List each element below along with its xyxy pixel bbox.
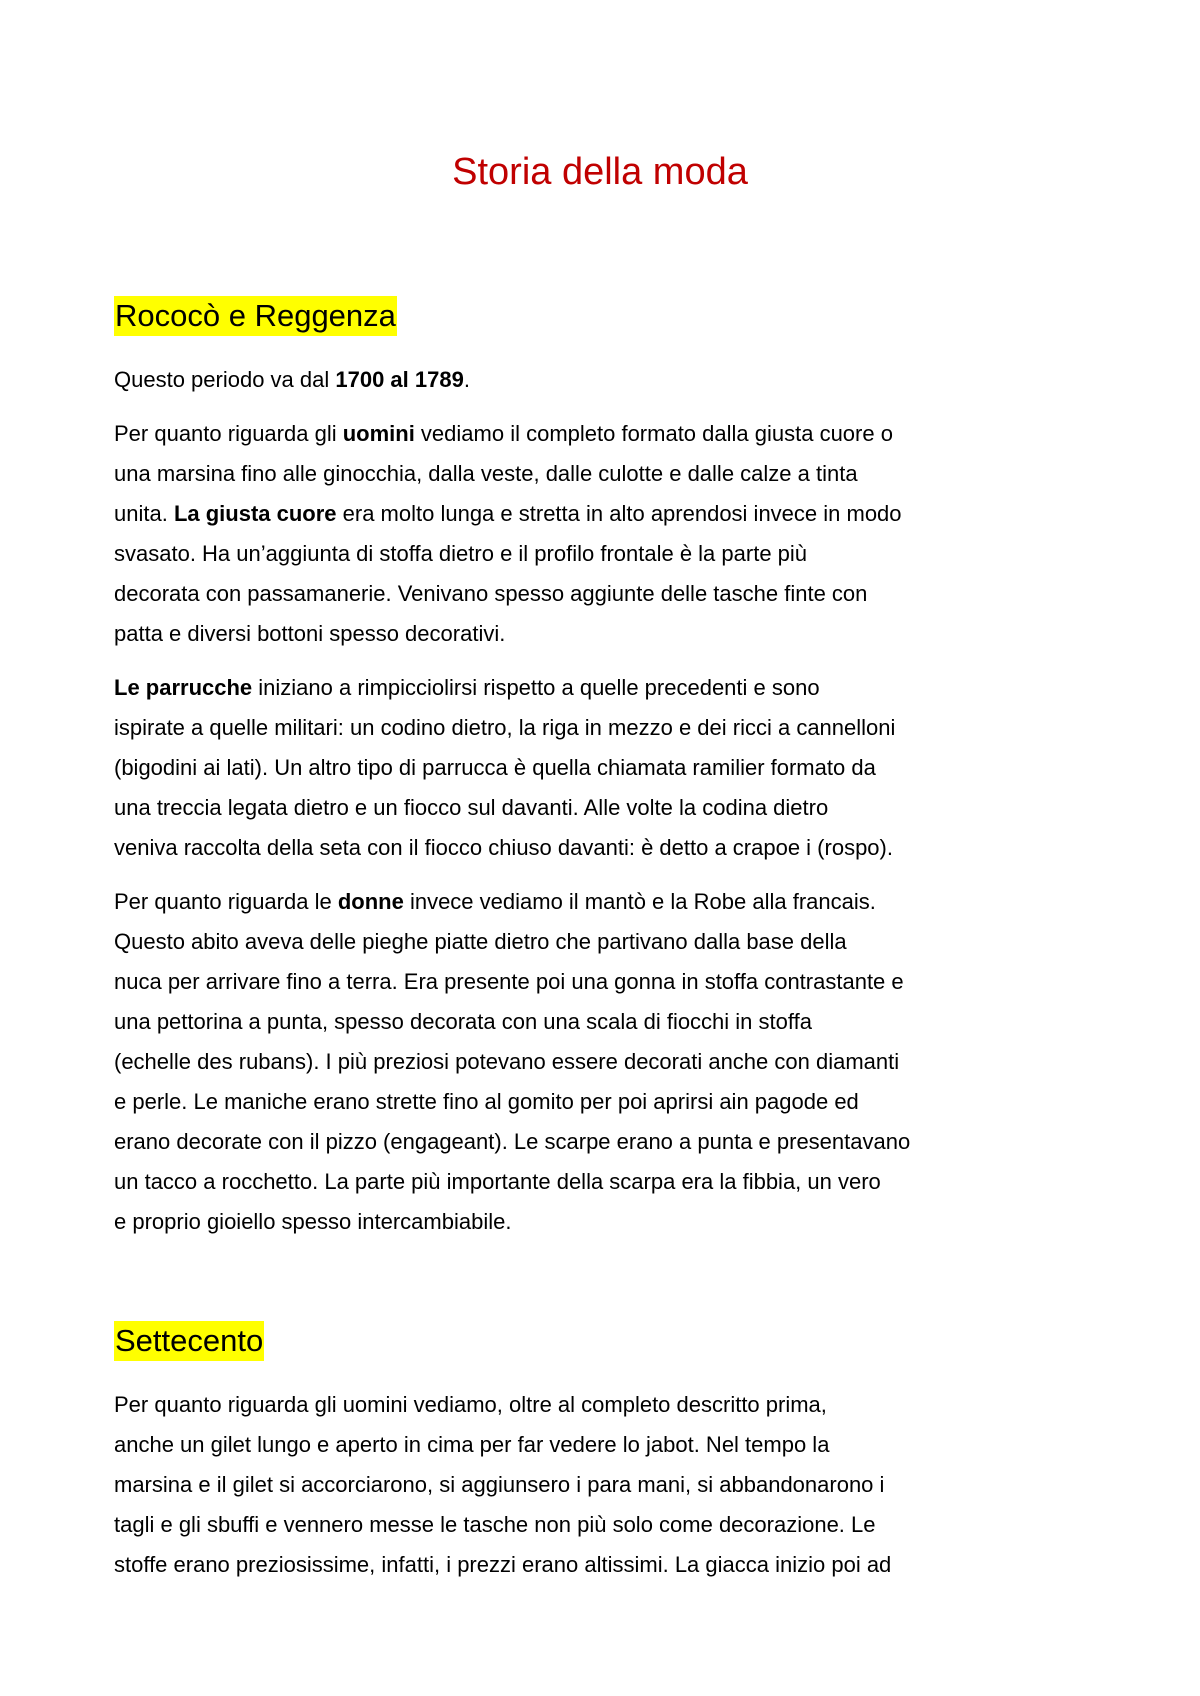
text-run: vediamo il completo formato dalla giusta cuore o una marsina fino alle ginocchia, dalla veste, dalle culotte e dalle calze a tinta unita. (114, 421, 893, 526)
document-title: Storia della moda (452, 151, 748, 193)
section-heading-text: Settecento (114, 1321, 264, 1361)
text-run: iniziano a rimpicciolirsi rispetto a quelle precedenti e sono ispirate a quelle militari: un codino dietro, la riga in mezzo e dei ricci a cannelloni (bigodini ai lati). Un altro tipo di parrucca è quella chiamata ramilier formato da una treccia legata dietro e un fiocco sul davanti. Alle volte la codina dietro veniva raccolta della seta con il fiocco chiuso davanti: è detto a crapoe i (rospo). (114, 675, 896, 860)
text-run: invece vediamo il mantò e la Robe alla francais. Questo abito aveva delle pieghe piatte dietro che partivano dalla base della nuca per arrivare fino a terra. Era presente poi una gonna in stoffa contrastante e una pettorina a punta, spesso decorata con una scala di fiocchi in stoffa (echelle des rubans). I più preziosi potevano essere decorati anche con diamanti e perle. Le maniche erano strette fino al gomito per poi aprirsi ain pagode ed erano decorate con il pizzo (engageant). Le scarpe erano a punta e presentavano un tacco a rocchetto. La parte più importante della scarpa era la fibbia, un vero e proprio gioiello spesso intercambiabile. (114, 889, 911, 1234)
paragraph (114, 414, 1094, 654)
paragraph (114, 360, 1094, 400)
text-run: . (463, 367, 470, 392)
section-heading-settecento (114, 1321, 264, 1361)
text-run: Per quanto riguarda le (114, 889, 338, 914)
bold-text: donne (337, 889, 404, 914)
paragraph (114, 668, 1094, 868)
section-heading-text: Rococò e Reggenza (114, 296, 397, 336)
section-body-rococo (114, 360, 1094, 1256)
text-run: era molto lunga e stretta in alto aprendosi invece in modo svasato. Ha un’aggiunta di stoffa dietro e il profilo frontale è la parte più decorata con passamanerie. Venivano spesso aggiunte delle tasche finte con patta e diversi bottoni spesso decorativi. (114, 501, 902, 646)
section-heading-rococo (114, 296, 397, 336)
bold-text: La giusta cuore (173, 501, 337, 526)
section-body-settecento (114, 1385, 1094, 1599)
bold-text: 1700 al 1789 (335, 367, 464, 392)
text-run: Per quanto riguarda gli (114, 421, 343, 446)
text-run: Questo periodo va dal (114, 367, 336, 392)
bold-text: Le parrucche (114, 675, 253, 700)
bold-text: uomini (342, 421, 415, 446)
paragraph (114, 1385, 1094, 1585)
text-run: Per quanto riguarda gli uomini vediamo, oltre al completo descritto prima, anche un gilet lungo e aperto in cima per far vedere lo jabot. Nel tempo la marsina e il gilet si accorciarono, si aggiunsero i para mani, si abbandonarono i tagli e gli sbuffi e vennero messe le tasche non più solo come decorazione. Le stoffe erano preziosissime, infatti, i prezzi erano altissimi. La giacca inizio poi ad (114, 1392, 892, 1577)
paragraph (114, 882, 1094, 1242)
